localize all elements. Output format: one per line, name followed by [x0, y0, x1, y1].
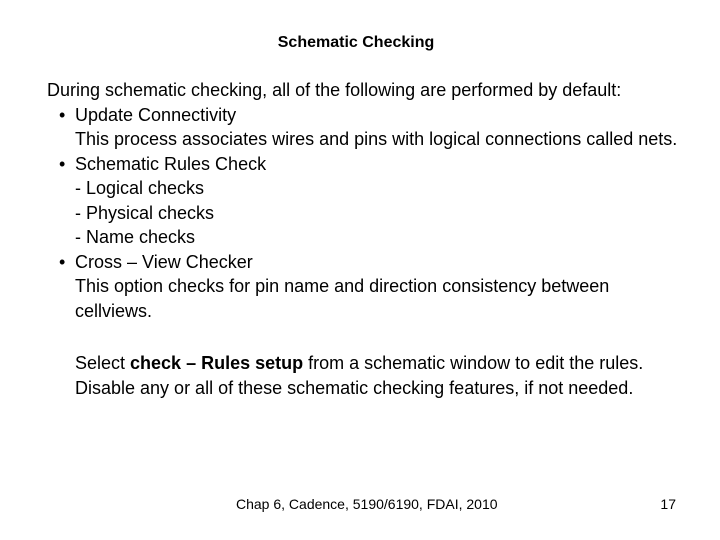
page-number: 17 — [660, 496, 676, 512]
footer-source: Chap 6, Cadence, 5190/6190, FDAI, 2010 — [236, 496, 498, 512]
closing-text-start: Select — [75, 353, 131, 373]
closing-paragraph — [47, 351, 687, 400]
list-item-detail: - Logical checks — [75, 178, 205, 198]
list-item-label: Schematic Rules Check — [75, 153, 267, 174]
list-item-schematic-rules-check — [47, 152, 687, 177]
list-item-cross-view-checker — [47, 250, 687, 275]
list-item-detail: This option checks for pin name and direction consistency between cellviews. — [75, 276, 610, 321]
closing-bold-command: check – Rules setup — [130, 353, 304, 373]
intro-paragraph: During schematic checking, all of the following are performed by default: — [47, 80, 622, 100]
slide-body — [47, 78, 687, 400]
list-item-label: Update Connectivity — [75, 104, 237, 125]
bullet-marker: • — [59, 251, 66, 272]
closing-text-end: from a schematic window to edit the rules. Disable any or all of these schematic checking features, if not needed. — [75, 353, 644, 398]
list-item-label: Cross – View Checker — [75, 251, 253, 272]
list-item-update-connectivity — [47, 103, 687, 128]
list-item-detail: - Physical checks — [75, 202, 215, 223]
slide-title: Schematic Checking — [277, 34, 435, 51]
list-item-detail: - Name checks — [75, 227, 196, 247]
bullet-marker: • — [59, 104, 66, 125]
list-item-detail: This process associates wires and pins with logical connections called nets. — [75, 129, 678, 149]
bullet-marker: • — [59, 153, 66, 174]
